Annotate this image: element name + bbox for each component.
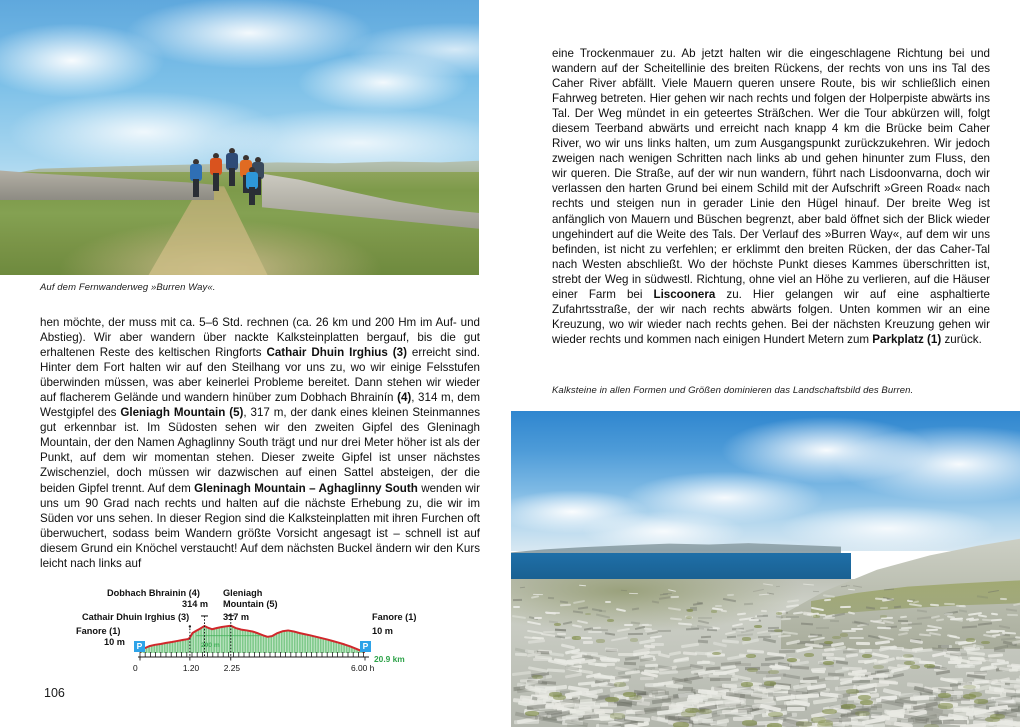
profile-label-fanore-start-elev: 10 m (104, 637, 125, 647)
profile-plot (60, 588, 480, 683)
profile-label-fanore-end: Fanore (1) (372, 612, 417, 622)
profile-label-gleniagh-elev: 317 m (223, 612, 250, 622)
limestone-pavement-coast-photo (511, 411, 1020, 727)
profile-total-distance: 20.9 km (374, 654, 405, 664)
elevation-profile-chart (60, 588, 480, 683)
profile-label-cathair: Cathair Dhuin Irghius (3) (82, 612, 190, 622)
x-tick-2: 2.25 (223, 663, 241, 673)
profile-label-gleniagh-line2: Mountain (5) (223, 599, 278, 609)
photo-caption-bottom: Kalksteine in allen Formen und Größen dominieren das Landschaftsbild des Burren. (552, 385, 914, 396)
profile-label-dobhach: Dobhach Bhrainin (4) (107, 588, 200, 598)
profile-label-fanore-end-elev: 10 m (372, 626, 393, 636)
x-tick-3: 6.00 h (351, 663, 375, 673)
page-number: 106 (44, 686, 65, 700)
hikers-on-burren-way-photo (0, 0, 479, 275)
parking-marker-start[interactable]: P (134, 641, 145, 652)
sky-region (511, 411, 1020, 551)
parking-marker-end[interactable]: P (360, 641, 371, 652)
photo-caption-top: Auf dem Fernwanderweg »Burren Way«. (40, 282, 216, 293)
x-tick-0: 0 (133, 663, 138, 673)
profile-label-dobhach-elev: 314 m (182, 599, 209, 609)
body-text-right-column: eine Trockenmauer zu. Ab jetzt halten wir die eingeschlagene Richtung bei und wandern auf der Scheitellinie des breiten Rückens, der rechts von uns ins Tal des Caher River abfällt. Viele Mauern queren unsere Route, bis wir schließlich einen Fahrweg betreten. Hier gehen wir nach rechts und folgen der Holperpiste abwärts ins Tal. Der Weg mündet in ein geteertes Sträßchen. Wer die Tour abkürzen will, folgt diesem Teerband abwärts und erreicht nach knapp 4 km die Brücke beim Caher River, wo wir uns links halten, um zum Ausgangspunkt zurückzukehren. Wir jedoch zweigen nach wenigen Schritten nach links ab und gehen hinunter zum Fluss, den wir queren. Die Straße, auf der wir nun wandern, führt nach Lisdoonvarna, doch wir verlassen den harten Grund bei einem Schild mit der Aufschrift »Green Road« nach rechts und steigen nun in gerader Linie den Hügel hinauf. Der breite Weg ist anfänglich von Mauern und Büschen begrenzt, aber bald öffnet sich der Blick wieder ungehindert auf die Weite des Tals. Der Verlauf des »Burren Way«, auf dem wir uns befinden, ist nicht zu verfehlen; er erklimmt den breiten Rücken, der das Caher-Tal nach Westen abschließt. Wo der höchste Punkt dieses Kammes überschritten ist, strebt der Weg in südwestl. Richtung, ohne viel an Höhe zu verlieren, auf die Häuser einer Farm bei Liscoonera zu. Hier gelangen wir auf eine asphaltierte Zufahrtsstraße, der wir nach rechts abwärts folgen. Unten kommen wir an eine Kreuzung, wo wir wieder nach rechts gehen. Bei der nächsten Kreuzung gehen wir wieder rechts und kommen nach einigen Hundert Metern zum Parkplatz (1) zurück. (552, 47, 990, 346)
profile-label-fanore-start: Fanore (1) (76, 626, 121, 636)
profile-gridline-label: 200 m (201, 642, 220, 649)
body-text-left-column: hen möchte, der muss mit ca. 5–6 Std. rechnen (ca. 26 km und 200 Hm im Auf- und Abstieg). Wir aber wandern über nackte Kalksteinplatten bergauf, bis die gut erhaltenen Reste des keltischen Ringforts Cathair Dhuin Irghius (3) erreicht sind. Hinter dem Fort halten wir auf den Steilhang vor uns zu, wo wir einige Felsstufen überwinden müssen, was aber keinerlei Probleme bereitet. Dann stehen wir wieder auf flacherem Gelände und wandern hinüber zum Dobhach Bhrainín (4), 314 m, dem Westgipfel des Gleniagh Mountain (5), 317 m, der dank eines kleinen Steinmannes gut erkennbar ist. Im Südosten sehen wir den zweiten Gipfel des Gleninagh Mountain, der den Namen Aghaglinny South trägt und nur drei Meter höher ist als der Punkt, auf dem wir momentan stehen. Dieser zweite Gipfel ist unser nächstes Zwischenziel, doch müssen wir dazwischen auf einen Sattel absteigen, der die beiden Gipfel trennt. Auf dem Gleninagh Mountain – Aghaglinny South wenden wir uns um 90 Grad nach rechts und halten auf die nächste Erhebung zu, die wir im Süden vor uns sehen. In dieser Region sind die Kalksteinplatten mit ihren Furchen oft überwuchert, sodass beim Wandern größte Vorsicht angesagt ist – schnell ist auf diesem Grund ein Knöchel verstaucht! Auf dem nächsten Buckel ändern wir den Kurs leicht nach links auf (40, 316, 481, 570)
x-tick-1: 1.20 (182, 663, 200, 673)
profile-label-gleniagh-line1: Gleniagh (223, 588, 263, 598)
